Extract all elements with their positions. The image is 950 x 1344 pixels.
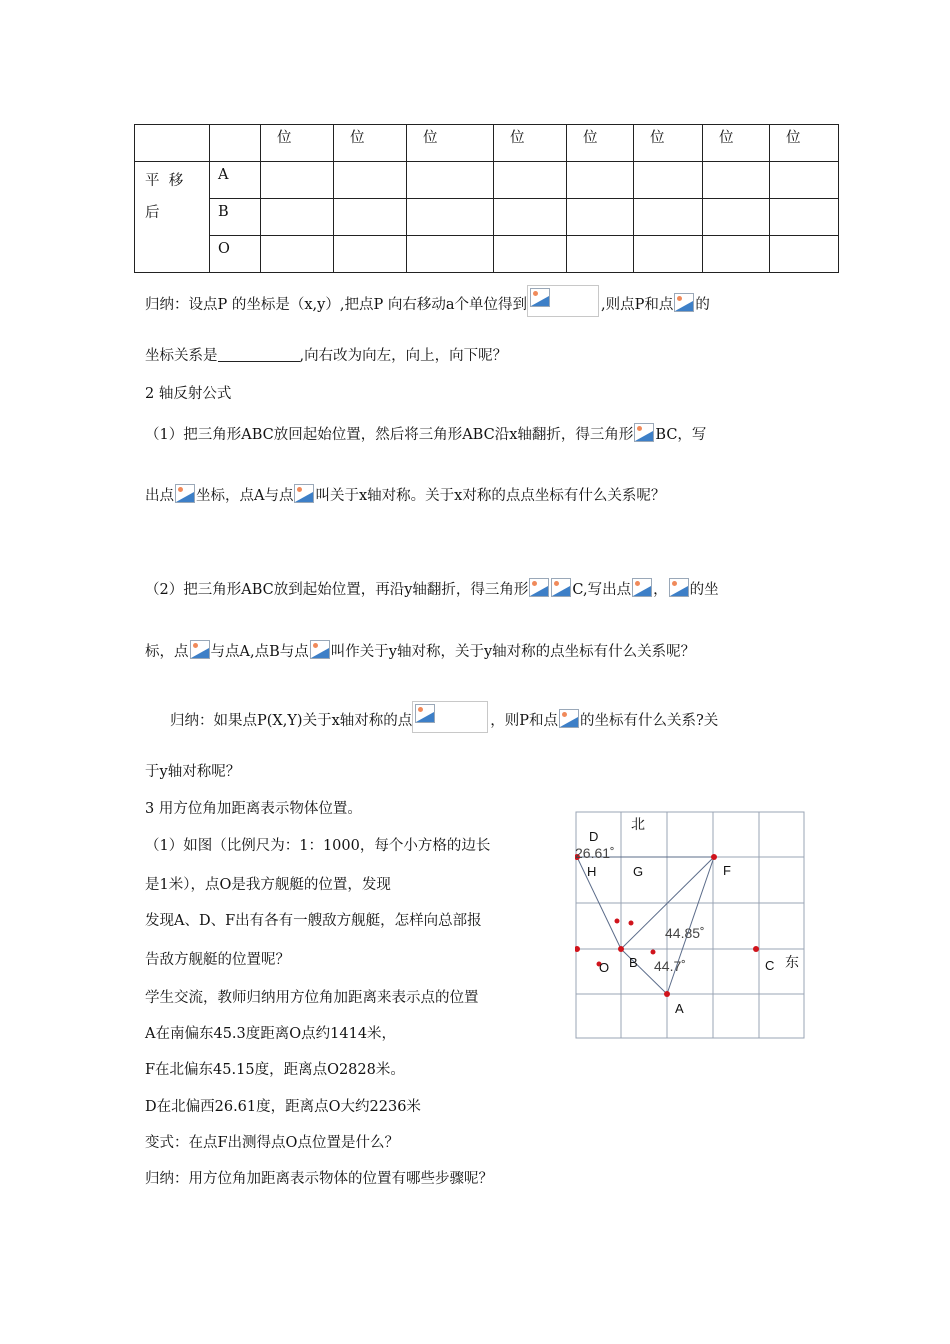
label-f: F [723,863,731,878]
table-header-cell: 位 [634,125,703,162]
text-span: 坐标，点A与点 [196,488,294,504]
point-marker [651,950,656,955]
formula-image-icon [190,640,210,659]
row-label: B [210,199,261,236]
row-label: A [210,162,261,199]
paragraph-line: 告敌方舰艇的位置呢？ [145,952,290,968]
paragraph-line [170,701,718,733]
angle-a: 44.7˚ [654,958,686,974]
formula-image-icon [669,578,689,597]
paragraph-line: A在南偏东45.3度距离O点约1414米， [145,1026,397,1042]
paragraph-line: F在北偏东45.15度，距离点O2828米。 [145,1062,405,1078]
point-c [753,946,759,952]
formula-image-icon [529,578,549,597]
paragraph-line: D在北偏西26.61度，距离点O大约2236米 [145,1099,421,1115]
label-o: O [599,960,610,975]
formula-box [412,701,488,733]
label-d: D [589,829,599,844]
formula-image-icon [551,578,571,597]
paragraph-line: 是1米），点O是我方舰艇的位置，发现 [145,877,391,893]
fill-blank [218,347,300,362]
text-span: ， [653,582,668,598]
row-label: O [210,236,261,273]
point-marker [629,921,634,926]
figure-labels [575,816,799,1016]
label-g: G [633,864,644,879]
paragraph-line [145,423,706,445]
text-span: 与点A,点B与点 [210,644,309,660]
formula-image-icon [294,484,314,503]
formula-image-icon [415,704,435,723]
label-north: 北 [631,816,645,832]
table-row [135,199,839,236]
table-header-cell: 位 [334,125,407,162]
paragraph-line: 发现A、D、F出有各有一艘敌方舰艇，怎样向总部报 [145,913,482,929]
section-heading: 2 轴反射公式 [145,386,232,402]
table-header-cell: 位 [261,125,334,162]
text-span: 坐标关系是 [145,348,218,364]
paragraph-line [145,640,695,662]
table-header-cell: 位 [407,125,494,162]
group-label-line1: 平 移 [145,173,184,189]
point-marker [615,919,620,924]
text-span: 标，点 [145,644,189,660]
group-label-line2: 后 [145,205,160,221]
text-span: BC，写 [655,427,707,443]
section-heading: 3 用方位角加距离表示物体位置。 [145,801,362,817]
table-row [135,236,839,273]
text-span: 归纳：设点P 的坐标是（x,y）,把点P 向右移动a个单位得到 [145,297,527,313]
paragraph-line: 学生交流，教师归纳用方位角加距离来表示点的位置 [145,990,479,1006]
formula-box [527,285,599,317]
paragraph-line [145,285,710,317]
text-span: 归纳：如果点P(X,Y)关于x轴对称的点 [170,713,413,729]
label-c: C [765,958,775,973]
text-span: 出点 [145,488,174,504]
angle-f: 44.85˚ [665,925,705,941]
table-row [135,162,839,199]
label-a: A [675,1001,684,1016]
formula-image-icon [175,484,195,503]
formula-image-icon [310,640,330,659]
formula-image-icon [530,288,550,307]
translation-table [134,124,839,273]
paragraph-line [145,346,507,366]
point-o [618,946,624,952]
formula-image-icon [559,709,579,728]
text-span: ,则点P和点 [600,297,674,313]
formula-image-icon [634,423,654,442]
paragraph-line: （1）如图（比例尺为：1：1000，每个小方格的边长 [145,838,491,854]
paragraph-line [145,578,719,600]
paragraph-line: 归纳：用方位角加距离表示物体的位置有哪些步骤呢？ [145,1171,493,1187]
text-span: 的坐 [689,582,719,598]
paragraph-line [145,484,665,506]
text-span: （2）把三角形ABC放到起始位置，再沿y轴翻折，得三角形 [145,582,529,598]
table-header-cell: 位 [770,125,839,162]
formula-image-icon [632,578,652,597]
text-span: 的坐标有什么关系?关 [580,713,719,729]
text-span: 的 [695,297,710,313]
formula-image-icon [674,293,694,312]
text-span: 叫作关于y轴对称，关于y轴对称的点坐标有什么关系呢？ [330,644,696,660]
label-east: 东 [785,954,799,970]
table-header-cell: 位 [567,125,634,162]
text-span: ，则P和点 [490,713,559,729]
bearing-grid-figure [575,807,807,1039]
paragraph-line: 变式：在点F出测得点O点位置是什么？ [145,1135,399,1151]
table-header-cell [135,125,210,162]
table-group-cell [135,162,210,273]
text-span: 叫关于x轴对称。关于x对称的点点坐标有什么关系呢？ [315,488,666,504]
label-b: B [629,955,638,970]
point-a [664,991,670,997]
label-h: H [587,864,597,879]
point-f [711,854,717,860]
paragraph-line: 于y轴对称呢？ [145,764,241,780]
table-header-cell: 位 [703,125,770,162]
text-span: C,写出点 [572,582,632,598]
table-header-row [135,125,839,162]
table-header-cell [210,125,261,162]
angle-d: 26.61˚ [575,845,615,861]
text-span: （1）把三角形ABC放回起始位置，然后将三角形ABC沿x轴翻折，得三角形 [145,427,634,443]
table-header-cell: 位 [494,125,567,162]
text-span: ,向右改为向左，向上，向下呢？ [299,348,508,364]
point-west [575,946,580,952]
